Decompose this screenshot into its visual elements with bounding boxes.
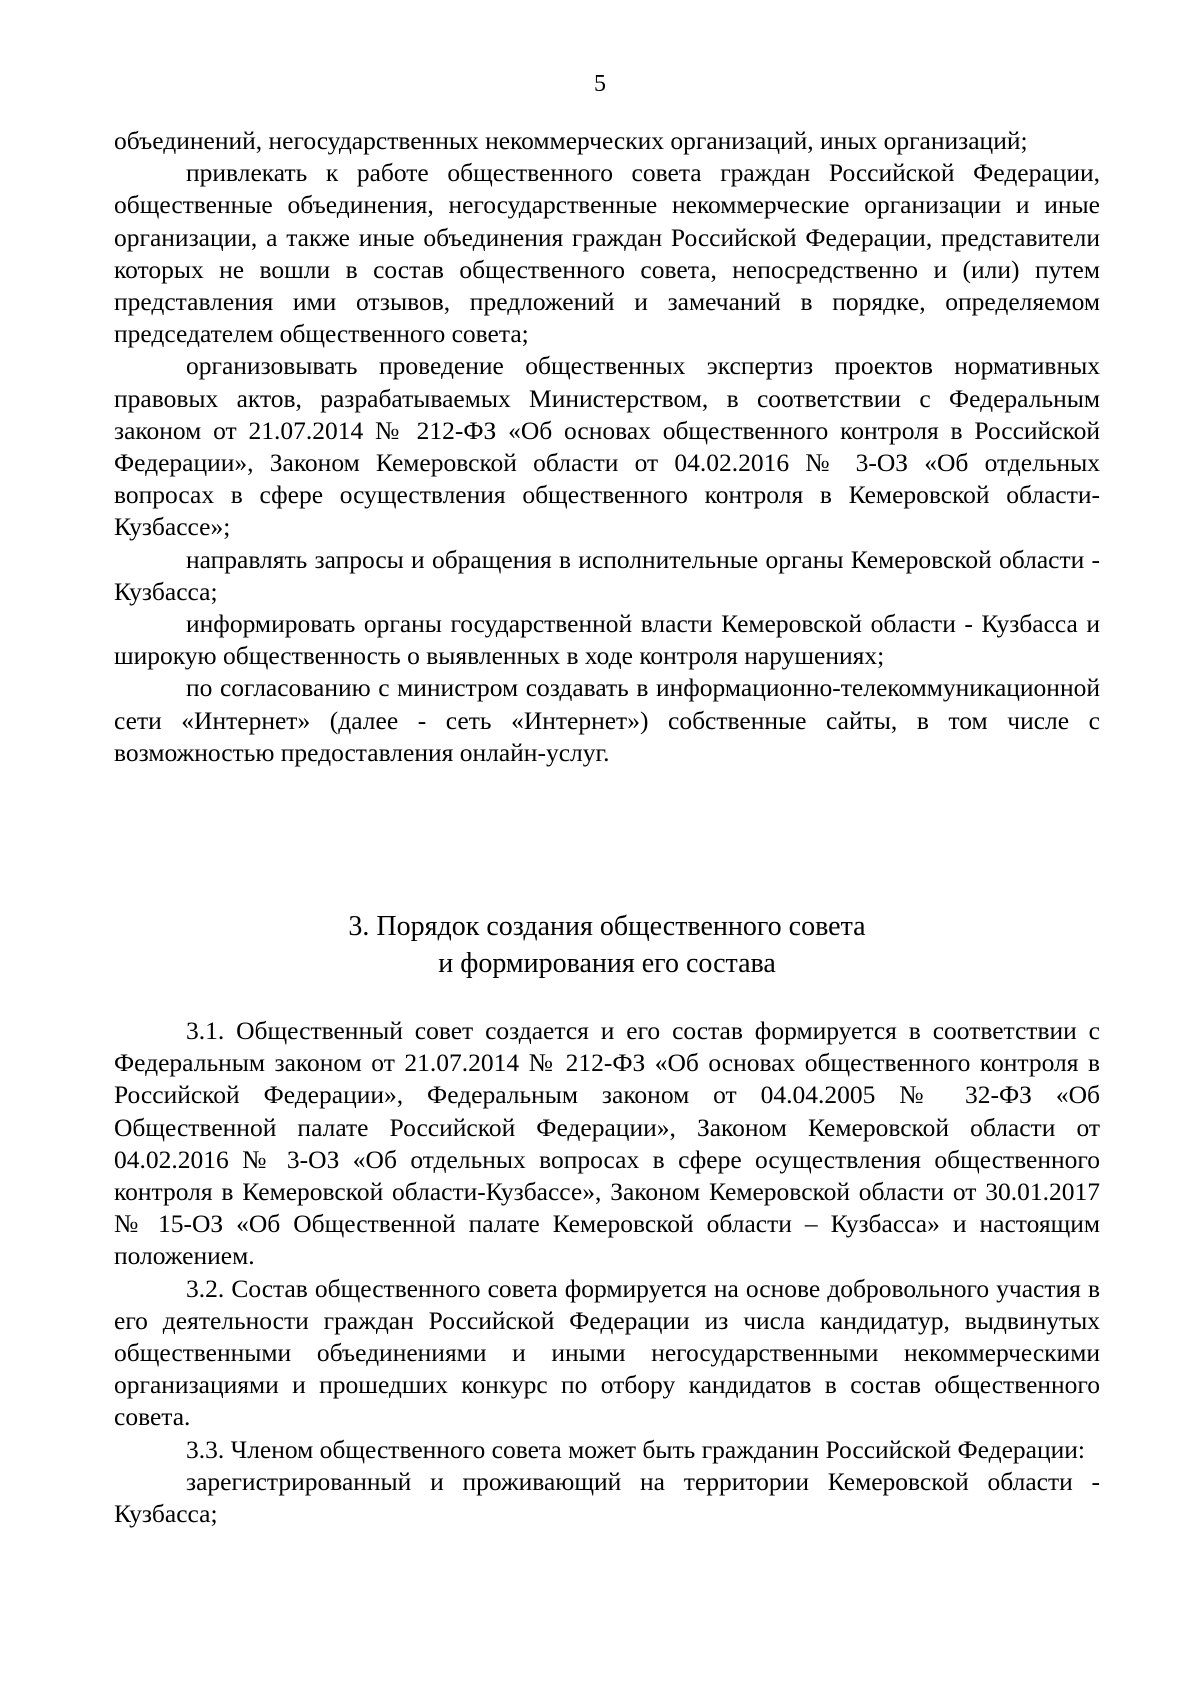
paragraph-3-1: 3.1. Общественный совет создается и его состав формируется в соответствии с Федеральным законом от 21.07.2014 № 212-ФЗ «Об основах общественного контроля в Российской Федерации», Федеральным законом от 04.04.2005 № 32-ФЗ «Об Общественной палате Российской Федерации», Законом Кемеровской области от 04.02.2016 № 3-ОЗ «Об отдельных вопросах в сфере осуществления общественного контроля в Кемеровской области-Кузбассе», Законом Кемеровской области от 30.01.2017 № 15-ОЗ «Об Общественной палате Кемеровской области – Кузбасса» и настоящим положением. [114,1016,1100,1271]
page-number: 5 [594,71,606,97]
paragraph-3-2: 3.2. Состав общественного совета формируется на основе добровольного участия в его деятельности граждан Российской Федерации из числа кандидатур, выдвинутых общественными объединениями и иными негосударственными некоммерческими организациями и прошедших конкурс по отбору кандидатов в состав общественного совета. [114,1273,1100,1432]
section-body-top [114,125,1100,769]
paragraph-inform-authorities: информировать органы государственной власти Кемеровской области - Кузбасса и широкую общественность о выявленных в ходе контроля нарушениях; [114,609,1100,671]
section-heading [114,908,1100,982]
section-heading-line-1: 3. Порядок создания общественного совета [348,911,866,942]
paragraph-organize-expertise: организовывать проведение общественных экспертиз проектов нормативных правовых актов, разрабатываемых Министерством, в соответствии с Федеральным законом от 21.07.2014 № 212-ФЗ «Об основах общественного контроля в Российской Федерации», Законом Кемеровской области от 04.02.2016 № 3-ОЗ «Об отдельных вопросах в сфере осуществления общественного контроля в Кемеровской области-Кузбассе»; [114,351,1100,542]
section-heading-line-2: и формирования его состава [438,948,776,979]
paragraph-send-requests: направлять запросы и обращения в исполнительные органы Кемеровской области - Кузбасса; [114,544,1100,606]
paragraph-continuation: объединений, негосударственных некоммерческих организаций, иных организаций; [114,126,1028,155]
paragraph-create-websites: по согласованию с министром создавать в информационно-телекоммуникационной сети «Интернет» (далее - сеть «Интернет») собственные сайты, в том числе с возможностью предоставления онлайн-услуг. [114,673,1100,767]
section-body-bottom [114,1015,1100,1530]
paragraph-3-3: 3.3. Членом общественного совета может быть гражданин Российской Федерации: [186,1434,1085,1464]
paragraph-involve-citizens: привлекать к работе общественного совета граждан Российской Федерации, общественные объединения, негосударственные некоммерческие организации и иные организации, а также иные объединения граждан Российской Федерации, представители которых не вошли в состав общественного совета, непосредственно и (или) путем представления ими отзывов, предложений и замечаний в порядке, определяемом председателем общественного совета; [114,158,1100,349]
paragraph-registered-resident: зарегистрированный и проживающий на территории Кемеровской области - Кузбасса; [114,1466,1100,1529]
